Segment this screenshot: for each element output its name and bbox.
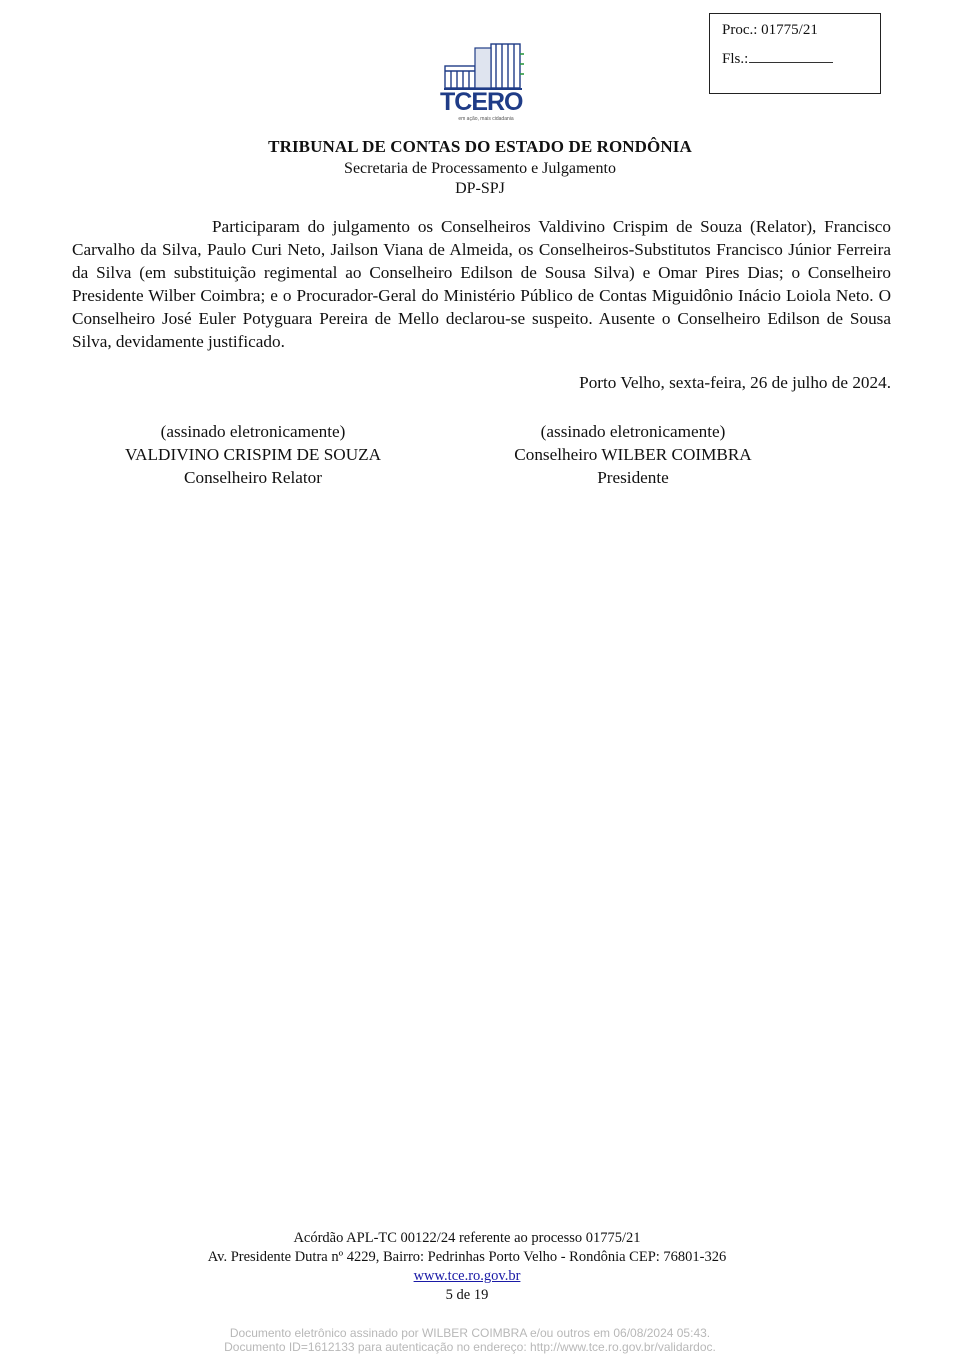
signature-relator bbox=[80, 420, 426, 489]
tcero-logo bbox=[436, 40, 530, 124]
folio-field bbox=[722, 49, 880, 77]
folio-label: Fls.: bbox=[722, 51, 749, 67]
electronic-signature-watermark bbox=[0, 1326, 940, 1354]
date-line: Porto Velho, sexta-feira, 26 de julho de 2024. bbox=[579, 373, 891, 392]
footer-page-number: 5 de 19 bbox=[445, 1287, 489, 1303]
process-number-box bbox=[709, 13, 881, 94]
signature-name: Conselheiro WILBER COIMBRA bbox=[514, 445, 752, 464]
watermark-line-1: Documento eletrônico assinado por WILBER COIMBRA e/ou outros em 06/08/2024 05:43. bbox=[229, 1326, 711, 1340]
signature-role: Conselheiro Relator bbox=[184, 468, 322, 487]
court-title: TRIBUNAL DE CONTAS DO ESTADO DE RONDÔNIA bbox=[268, 137, 692, 156]
signature-note: (assinado eletronicamente) bbox=[540, 422, 726, 441]
footer bbox=[0, 1229, 934, 1305]
department-code: DP-SPJ bbox=[455, 180, 505, 197]
signature-note: (assinado eletronicamente) bbox=[160, 422, 346, 441]
watermark-line-2: Documento ID=1612133 para autenticação no endereço: http://www.tce.ro.gov.br/validardoc. bbox=[224, 1340, 716, 1354]
signature-president bbox=[480, 420, 786, 489]
footer-website-link[interactable]: www.tce.ro.gov.br bbox=[413, 1268, 521, 1284]
footer-acordao: Acórdão APL-TC 00122/24 referente ao processo 01775/21 bbox=[293, 1230, 641, 1246]
folio-blank-line bbox=[749, 49, 833, 63]
footer-address: Av. Presidente Dutra nº 4229, Bairro: Pedrinhas Porto Velho - Rondônia CEP: 76801-326 bbox=[207, 1249, 727, 1265]
secretaria-subtitle: Secretaria de Processamento e Julgamento bbox=[344, 160, 616, 177]
process-number: Proc.: 01775/21 bbox=[722, 22, 818, 38]
logo-text: TCERO bbox=[440, 88, 523, 116]
judgment-paragraph: Participaram do julgamento os Conselheiros Valdivino Crispim de Souza (Relator), Francisco Carvalho da Silva, Paulo Curi Neto, Jailson Viana de Almeida, os Conselheiros-Substitutos Francisco Júnior Ferreira da Silva (em substituição regimental ao Conselheiro Edilson de Sousa Silva) e Omar Pires Dias; o Conselheiro Presidente Wilber Coimbra; e o Procurador-Geral do Ministério Público de Contas Miguidônio Inácio Loiola Neto. O Conselheiro José Euler Potyguara Pereira de Mello declarou-se suspeito. Ausente o Conselheiro Edilson de Sousa Silva, devidamente justificado. bbox=[72, 217, 891, 351]
signature-name: VALDIVINO CRISPIM DE SOUZA bbox=[124, 445, 382, 464]
logo-tagline: em ação, mais cidadania bbox=[458, 116, 514, 122]
signature-role: Presidente bbox=[597, 468, 669, 487]
